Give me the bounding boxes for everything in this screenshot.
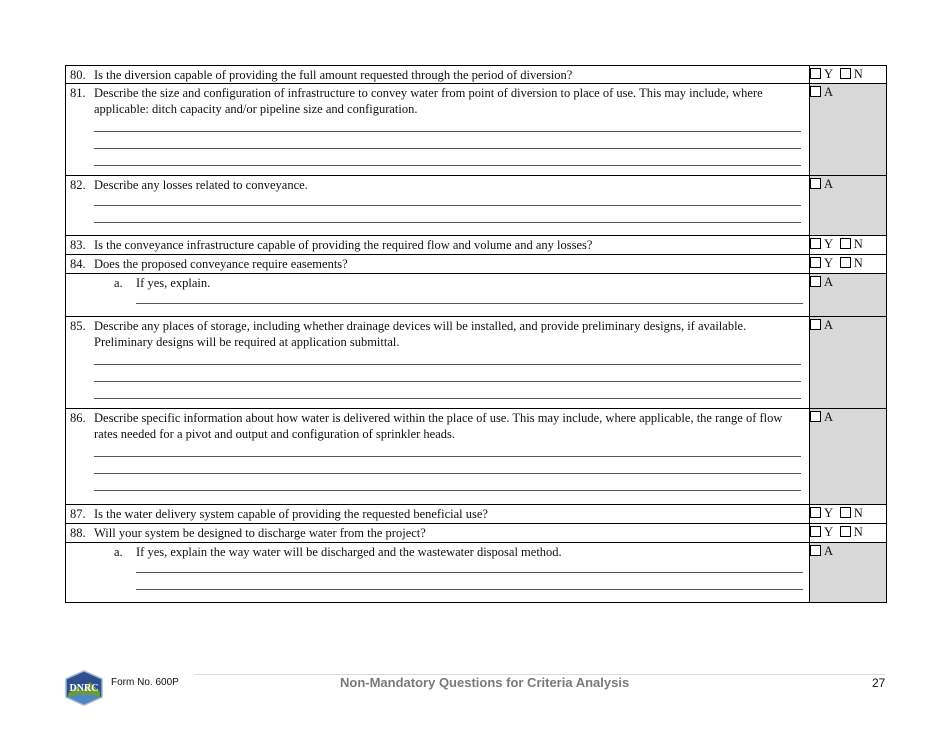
answer-label: A: [824, 275, 834, 289]
footer-title: Non-Mandatory Questions for Criteria Analysis: [340, 675, 630, 690]
form-number: Form No. 600P: [111, 677, 179, 688]
answer-cell: [810, 543, 887, 603]
question-row-84: [66, 255, 887, 274]
question-number: 80.: [70, 68, 86, 82]
answer-line[interactable]: [94, 222, 801, 223]
question-number: 82.: [70, 178, 86, 192]
answer-line[interactable]: [136, 589, 803, 590]
yes-label: Y: [824, 525, 833, 539]
no-label: N: [853, 506, 863, 520]
yes-checkbox[interactable]: [810, 68, 821, 79]
answer-line[interactable]: [94, 364, 801, 365]
answer-checkbox[interactable]: [810, 178, 821, 189]
question-text: Describe any losses related to conveyance.: [94, 178, 308, 192]
sub-question-letter: a.: [114, 276, 123, 290]
answer-line[interactable]: [94, 490, 801, 491]
yes-checkbox[interactable]: [810, 507, 821, 518]
question-row-84a: [66, 274, 887, 317]
answer-label: A: [824, 85, 834, 99]
yes-checkbox[interactable]: [810, 257, 821, 268]
answer-cell: [810, 66, 887, 84]
logo-text: DNRC: [69, 683, 99, 694]
question-text: Is the water delivery system capable of providing the requested beneficial use?: [94, 507, 488, 521]
question-cell: [66, 255, 810, 274]
question-row-82: [66, 176, 887, 236]
question-text: Describe any places of storage, including whether drainage devices will be installed, and provide preliminary designs, if available. Preliminary designs will be required at application submittal.: [94, 319, 747, 349]
question-number: 84.: [70, 257, 86, 271]
no-label: N: [853, 256, 863, 270]
no-label: N: [853, 67, 863, 81]
no-checkbox[interactable]: [840, 238, 851, 249]
answer-cell: [810, 236, 887, 255]
yes-checkbox[interactable]: [810, 526, 821, 537]
question-cell: [66, 317, 810, 409]
answer-line[interactable]: [136, 303, 803, 304]
question-text: Describe the size and configuration of infrastructure to convey water from point of diversion to place of use. This may include, where applicable: ditch capacity and/or pipeline size and configuration.: [94, 86, 763, 116]
question-row-88: [66, 524, 887, 543]
question-row-86: [66, 409, 887, 505]
question-number: 86.: [70, 411, 86, 425]
question-row-81: [66, 84, 887, 176]
answer-checkbox[interactable]: [810, 276, 821, 287]
question-text: Will your system be designed to discharge water from the project?: [94, 526, 426, 540]
question-number: 81.: [70, 86, 86, 100]
no-checkbox[interactable]: [840, 68, 851, 79]
answer-line[interactable]: [94, 165, 801, 166]
no-label: N: [853, 525, 863, 539]
criteria-questions-table: [65, 65, 887, 603]
answer-checkbox[interactable]: [810, 319, 821, 330]
question-row-87: [66, 505, 887, 524]
answer-line[interactable]: [94, 205, 801, 206]
answer-cell: [810, 274, 887, 317]
answer-line[interactable]: [94, 148, 801, 149]
question-cell: [66, 274, 810, 317]
question-number: 87.: [70, 507, 86, 521]
question-cell: [66, 505, 810, 524]
question-number: 85.: [70, 319, 86, 333]
question-number: 88.: [70, 526, 86, 540]
answer-label: A: [824, 177, 834, 191]
answer-label: A: [824, 318, 834, 332]
sub-question-letter: a.: [114, 545, 123, 559]
no-checkbox[interactable]: [840, 507, 851, 518]
yes-label: Y: [824, 237, 833, 251]
question-text: Describe specific information about how water is delivered within the place of use. This may include, where applicable, the range of flow rates needed for a pivot and output and configuration of sprinkler heads.: [94, 411, 783, 441]
question-row-80: [66, 66, 887, 84]
answer-checkbox[interactable]: [810, 411, 821, 422]
answer-cell: [810, 176, 887, 236]
answer-cell: [810, 505, 887, 524]
question-number: 83.: [70, 238, 86, 252]
no-checkbox[interactable]: [840, 257, 851, 268]
question-cell: [66, 236, 810, 255]
answer-line[interactable]: [136, 572, 803, 573]
question-cell: [66, 66, 810, 84]
answer-line[interactable]: [94, 131, 801, 132]
answer-cell: [810, 409, 887, 505]
answer-cell: [810, 317, 887, 409]
question-row-88a: [66, 543, 887, 603]
page-number: 27: [872, 676, 886, 690]
answer-line[interactable]: [94, 473, 801, 474]
answer-line[interactable]: [94, 398, 801, 399]
question-cell: [66, 524, 810, 543]
question-cell: [66, 409, 810, 505]
yes-label: Y: [824, 506, 833, 520]
answer-checkbox[interactable]: [810, 86, 821, 97]
answer-line[interactable]: [94, 456, 801, 457]
answer-label: A: [824, 410, 834, 424]
question-text: If yes, explain.: [136, 276, 211, 290]
answer-cell: [810, 524, 887, 543]
question-cell: [66, 176, 810, 236]
answer-checkbox[interactable]: [810, 545, 821, 556]
question-cell: [66, 84, 810, 176]
yes-checkbox[interactable]: [810, 238, 821, 249]
yes-label: Y: [824, 256, 833, 270]
question-row-85: [66, 317, 887, 409]
question-text: If yes, explain the way water will be discharged and the wastewater disposal method.: [136, 545, 562, 559]
answer-line[interactable]: [94, 381, 801, 382]
question-text: Is the diversion capable of providing the full amount requested through the period of diversion?: [94, 68, 573, 82]
dnrc-logo: [64, 670, 104, 706]
question-text: Does the proposed conveyance require easements?: [94, 257, 348, 271]
answer-label: A: [824, 544, 834, 558]
no-label: N: [853, 237, 863, 251]
question-cell: [66, 543, 810, 603]
answer-cell: [810, 84, 887, 176]
no-checkbox[interactable]: [840, 526, 851, 537]
question-text: Is the conveyance infrastructure capable of providing the required flow and volume and any losses?: [94, 238, 593, 252]
yes-label: Y: [824, 67, 833, 81]
question-row-83: [66, 236, 887, 255]
answer-cell: [810, 255, 887, 274]
